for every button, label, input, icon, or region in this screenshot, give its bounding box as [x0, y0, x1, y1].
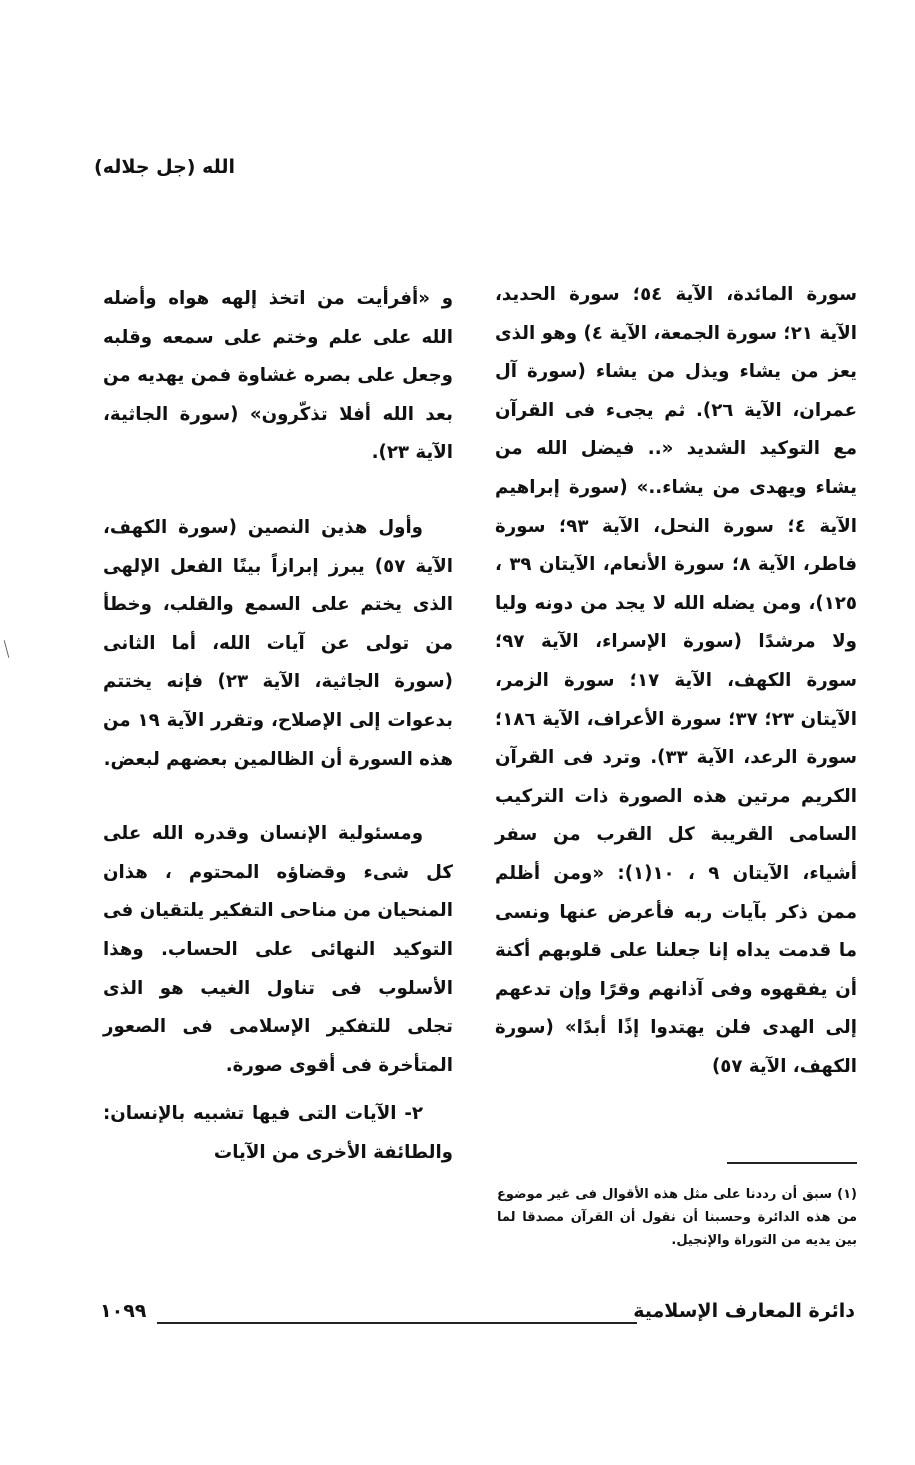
right-column: [495, 276, 857, 1086]
body-paragraph: و «أفرأيت من اتخذ إلهه هواه وأضله الله على علم وختم على سمعه وقلبه وجعل على بصره غشاوة فمن يهديه من بعد الله أفلا تذكّرون» (سورة الجاثية، الآية ٢٣).: [103, 288, 453, 464]
margin-mark: [4, 640, 10, 658]
page-footer: [100, 1300, 855, 1340]
left-column: [103, 280, 453, 1172]
footnote-divider: [727, 1162, 857, 1164]
page-number: ١٠٩٩: [100, 1300, 147, 1322]
footnote: (١) سبق أن رددنا على مثل هذه الأقوال فى غير موضوع من هذه الدائرة وحسبنا أن نقول أن القرآن مصدقا لما بين يديه من التوراة والإنجيل.: [497, 1187, 857, 1248]
body-paragraph: سورة المائدة، الآية ٥٤؛ سورة الحديد، الآية ٢١؛ سورة الجمعة، الآية ٤) وهو الذى يعز من يشاء ويذل من يشاء (سورة آل عمران، الآية ٢٦). ثم يجىء فى القرآن مع التوكيد الشديد «.. فيضل الله من يشاء ويهدى من يشاء..» (سورة إبراهيم الآية ٤؛ سورة النحل، الآية ٩٣؛ سورة فاطر، الآية ٨؛ سورة الأنعام، الآيتان ٣٩ ، ١٢٥)، ومن يضله الله لا يجد من دونه وليا ولا مرشدًا (سورة الإسراء، الآية ٩٧؛ سورة الكهف، الآية ١٧؛ سورة الزمر، الآيتان ٢٣؛ ٣٧؛ سورة الأعراف، الآية ١٨٦؛ سورة الرعد، الآية ٣٣). وترد فى القرآن الكريم مرتين هذه الصورة ذات التركيب السامى القريبة كل القرب من سفر أشياء، الآيتان ٩ ، ١٠(١): «ومن أظلم ممن ذكر بآيات ربه فأعرض عنها ونسى ما قدمت يداه إنا جعلنا على قلوبهم أكنة أن يفقهوه وفى آذانهم وقرًا وإن تدعهم إلى الهدى فلن يهتدوا إذًا أبدًا» (سورة الكهف، الآية ٥٧): [495, 284, 858, 1077]
footer-title: دائرة المعارف الإسلامية: [633, 1300, 855, 1322]
running-head: الله (جل جلاله): [94, 156, 235, 178]
body-paragraph: وأول هذين النصين (سورة الكهف، الآية ٥٧) يبرز إبرازاً بينًا الفعل الإلهى الذى يختم على السمع والقلب، وخطأ من تولى عن آيات الله، أما الثانى (سورة الجاثية، الآية ٢٣) فإنه يختتم بدعوات إلى الإصلاح، وتقرر الآية ١٩ من هذه السورة أن الظالمين بعضهم لبعض.: [103, 516, 454, 770]
footer-divider: [157, 1322, 637, 1324]
section-heading-paragraph: ٢- الآيات التى فيها تشبيه بالإنسان: والطائفة الأخرى من الآيات: [103, 1103, 453, 1163]
body-paragraph: ومسئولية الإنسان وقدره الله على كل شىء وقضاؤه المحتوم ، هذان المنحيان من مناحى التفكير يلتقيان فى التوكيد النهائى على الحساب. وهذا الأسلوب فى تناول الغيب هو الذى تجلى للتفكير الإسلامى فى الصعور المتأخرة فى أقوى صورة.: [103, 823, 453, 1076]
